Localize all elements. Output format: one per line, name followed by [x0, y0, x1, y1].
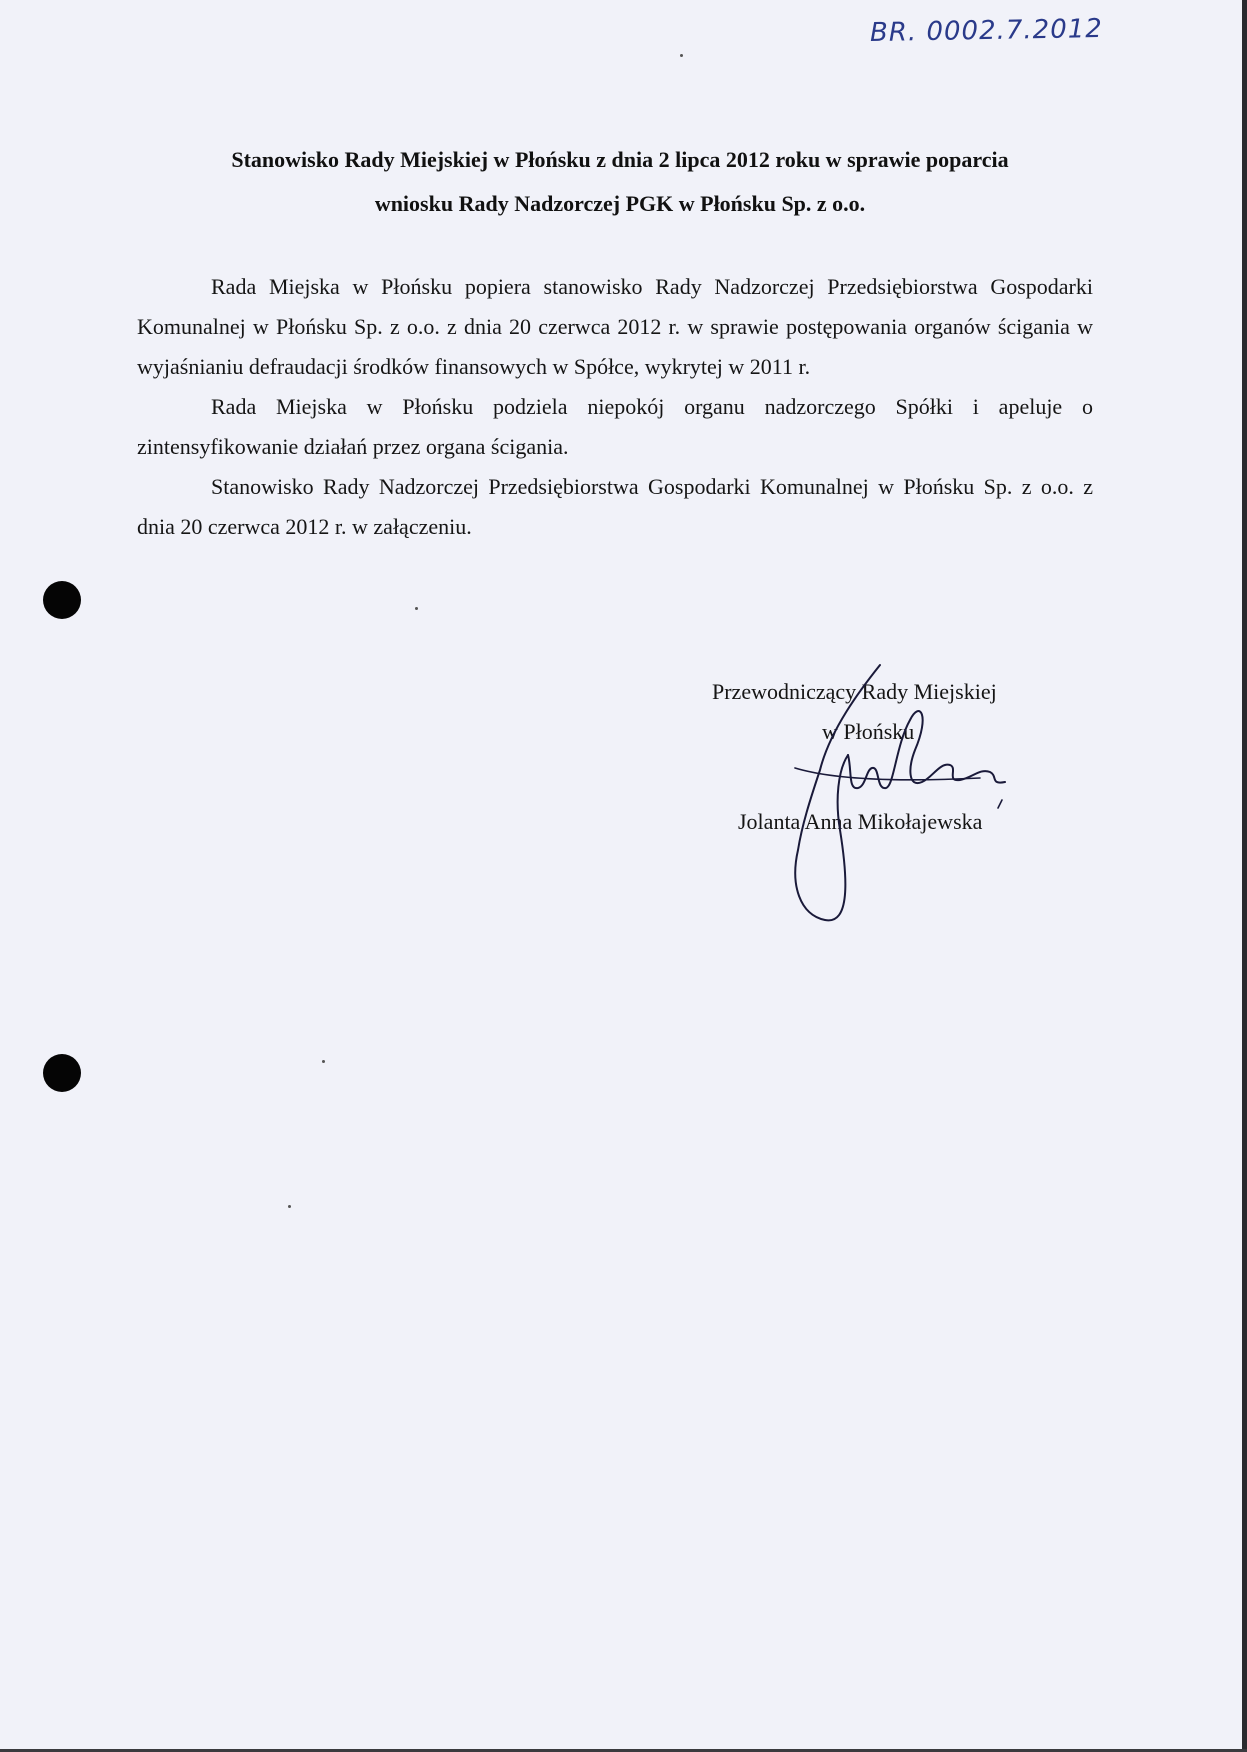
paragraph-2: Rada Miejska w Płońsku podziela niepokój organu nadzorczego Spółki i apeluje o zintensyfikowanie działań przez organa ścigania.	[137, 394, 1093, 459]
paragraph-3: Stanowisko Rady Nadzorczej Przedsiębiorstwa Gospodarki Komunalnej w Płońsku Sp. z o.o. z dnia 20 czerwca 2012 r. w załączeniu.	[137, 474, 1093, 539]
binder-punch-hole-bottom	[43, 1054, 81, 1092]
title-line-2: wniosku Rady Nadzorczej PGK w Płońsku Sp. z o.o.	[374, 191, 866, 216]
paragraph-1: Rada Miejska w Płońsku popiera stanowisko Rady Nadzorczej Przedsiębiorstwa Gospodarki Komunalnej w Płońsku Sp. z o.o. z dnia 20 czerwca 2012 r. w sprawie postępowania organów ścigania w wyjaśnianiu defraudacji środków finansowych w Spółce, wykrytej w 2011 r.	[137, 274, 1093, 379]
title-line-1: Stanowisko Rady Miejskiej w Płońsku z dnia 2 lipca 2012 roku w sprawie poparcia	[231, 147, 1009, 172]
signatory-role: Przewodnicząсy Rady Miejskiej	[712, 679, 997, 704]
scan-edge-right	[1242, 0, 1247, 1752]
binder-punch-hole-top	[43, 581, 81, 619]
document-title	[120, 138, 1120, 226]
scan-speck	[322, 1060, 325, 1063]
signatory-place: w Płońsku	[822, 719, 915, 744]
scan-speck	[415, 607, 418, 610]
scan-speck	[288, 1205, 291, 1208]
handwritten-signature	[740, 650, 1040, 930]
scan-speck	[680, 54, 683, 57]
document-body	[137, 267, 1093, 547]
signatory-name: Jolanta Anna Mikołajewska	[738, 809, 983, 834]
handwritten-reference-number: BR. 0002.7.2012	[869, 13, 1104, 49]
